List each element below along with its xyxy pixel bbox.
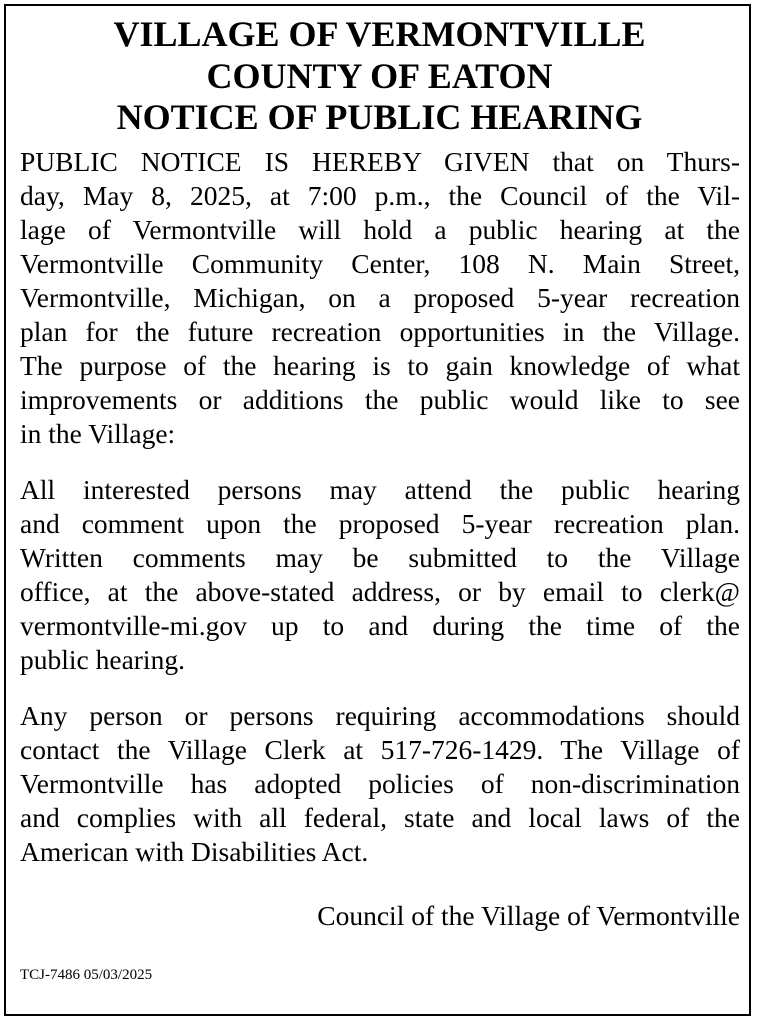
paragraph-1-line: Vermontville Community Center, 108 N. Main Street, <box>20 248 740 279</box>
paragraph-3-line: contact the Village Clerk at 517-726-1429. The Village of <box>20 734 740 765</box>
paragraph-2-line: vermontville-mi.gov up to and during the time of the <box>20 610 740 641</box>
paragraph-1-line: improvements or additions the public would like to see <box>20 384 740 415</box>
paragraph-3-line: American with Disabilities Act. <box>20 836 369 867</box>
publication-reference: TCJ-7486 05/03/2025 <box>20 967 153 983</box>
notice-heading-village: VILLAGE OF VERMONTVILLE <box>113 14 646 54</box>
paragraph-2-line: public hearing. <box>20 644 185 675</box>
paragraph-2-line: and comment upon the proposed 5-year recreation plan. <box>20 508 740 539</box>
paragraph-1-line: plan for the future recreation opportunities in the Village. <box>20 316 740 347</box>
paragraph-1-line: lage of Vermontville will hold a public hearing at the <box>20 214 740 245</box>
council-signature: Council of the Village of Vermontville <box>317 900 740 931</box>
paragraph-1-line: Vermontville, Michigan, on a proposed 5-year recreation <box>20 282 740 313</box>
paragraph-2-line: Written comments may be submitted to the Village <box>20 542 740 573</box>
paragraph-2-line: All interested persons may attend the public hearing <box>20 474 740 505</box>
notice-heading-county: COUNTY OF EATON <box>206 56 553 96</box>
paragraph-1-line: in the Village: <box>20 418 176 449</box>
paragraph-3-line: Vermontville has adopted policies of non-discrimination <box>20 768 740 799</box>
notice-heading-title: NOTICE OF PUBLIC HEARING <box>116 97 643 137</box>
paragraph-1-line: The purpose of the hearing is to gain knowledge of what <box>20 350 740 381</box>
paragraph-1-line: day, May 8, 2025, at 7:00 p.m., the Council of the Vil- <box>20 180 740 211</box>
paragraph-1-line: PUBLIC NOTICE IS HEREBY GIVEN that on Thurs- <box>20 146 740 177</box>
paragraph-2-line: office, at the above-stated address, or by email to clerk@ <box>20 576 740 607</box>
paragraph-3-line: and complies with all federal, state and local laws of the <box>20 802 740 833</box>
paragraph-3-line: Any person or persons requiring accommodations should <box>20 700 740 731</box>
